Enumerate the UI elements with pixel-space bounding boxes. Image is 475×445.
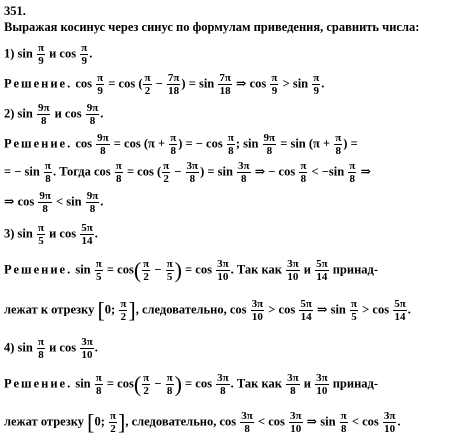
case-2-solution-line-3: ⇒ cos $\frac{9\pi}{8}$ < sin $\frac{9\pi}{8}$ . [4,190,104,215]
case-4-solution-line-1: Решение. sin $\frac{\pi}{8}$ = cos( $\frac{\pi}{2}$ − $\frac{\pi}{8}$ ) = cos $\frac{3\pi}{8}$ . Так как $\frac{3\pi}{8}$ и $\frac{3\pi}{10}$ принад- [4,371,379,397]
case-1-solution: Решение. cos $\frac{\pi}{9}$ = cos ( $\frac{\pi}{2}$ − $\frac{7\pi}{18}$ ) = sin $\frac{7\pi}{18}$ ⇒ cos $\frac{\pi}{9}$ > sin $\frac{\pi}{9}$ . [4,72,325,97]
case-3-header: 3) sin $\frac{\pi}{5}$ и cos $\frac{5\pi}{14}$ . [4,222,98,247]
case-4-header: 4) sin $\frac{\pi}{8}$ и cos $\frac{3\pi}{10}$ . [4,336,98,361]
case-4-solution-line-2: лежат отрезку [0; $\frac{\pi}{2}$ ], следовательно, cos $\frac{3\pi}{8}$ < cos $\frac{3\pi}{10}$ ⇒ sin $\frac{\pi}{8}$ < cos $\frac{3\pi}{10}$ . [4,409,401,435]
case-2-solution-line-1: Решение. cos $\frac{9\pi}{8}$ = cos (π + $\frac{\pi}{8}$ ) = − cos $\frac{\pi}{8}$ ; sin $\frac{9\pi}{8}$ = sin (π + $\frac{\pi}{8}$ ) = [4,132,358,157]
case-2-solution-line-2: = − sin $\frac{\pi}{8}$ . Тогда cos $\frac{\pi}{8}$ = cos ( $\frac{\pi}{2}$ − $\frac{3\pi}{8}$ ) = sin $\frac{3\pi}{8}$ ⇒ − cos $\frac{\pi}{8}$ < −sin $\frac{\pi}{8}$ ⇒ [4,160,371,185]
problem-number: 351. [4,4,26,18]
case-3-solution-line-1: Решение. sin $\frac{\pi}{5}$ = cos( $\frac{\pi}{2}$ − $\frac{\pi}{5}$ ) = cos $\frac{3\pi}{10}$ . Так как $\frac{3\pi}{10}$ и $\frac{5\pi}{14}$ принад- [4,257,379,283]
case-2-header: 2) sin $\frac{9\pi}{8}$ и cos $\frac{9\pi}{8}$ . [4,102,104,127]
case-1-header: 1) sin $\frac{\pi}{9}$ и cos $\frac{\pi}{9}$ . [4,42,93,67]
problem-statement: Выражая косинус через синус по формулам приведения, сравнить числа: [4,20,420,34]
case-3-solution-line-2: лежат к отрезку [0; $\frac{\pi}{2}$ ], следовательно, cos $\frac{3\pi}{10}$ > cos $\frac{5\pi}{14}$ ⇒ sin $\frac{\pi}{5}$ > cos $\frac{5\pi}{14}$ . [4,297,411,323]
